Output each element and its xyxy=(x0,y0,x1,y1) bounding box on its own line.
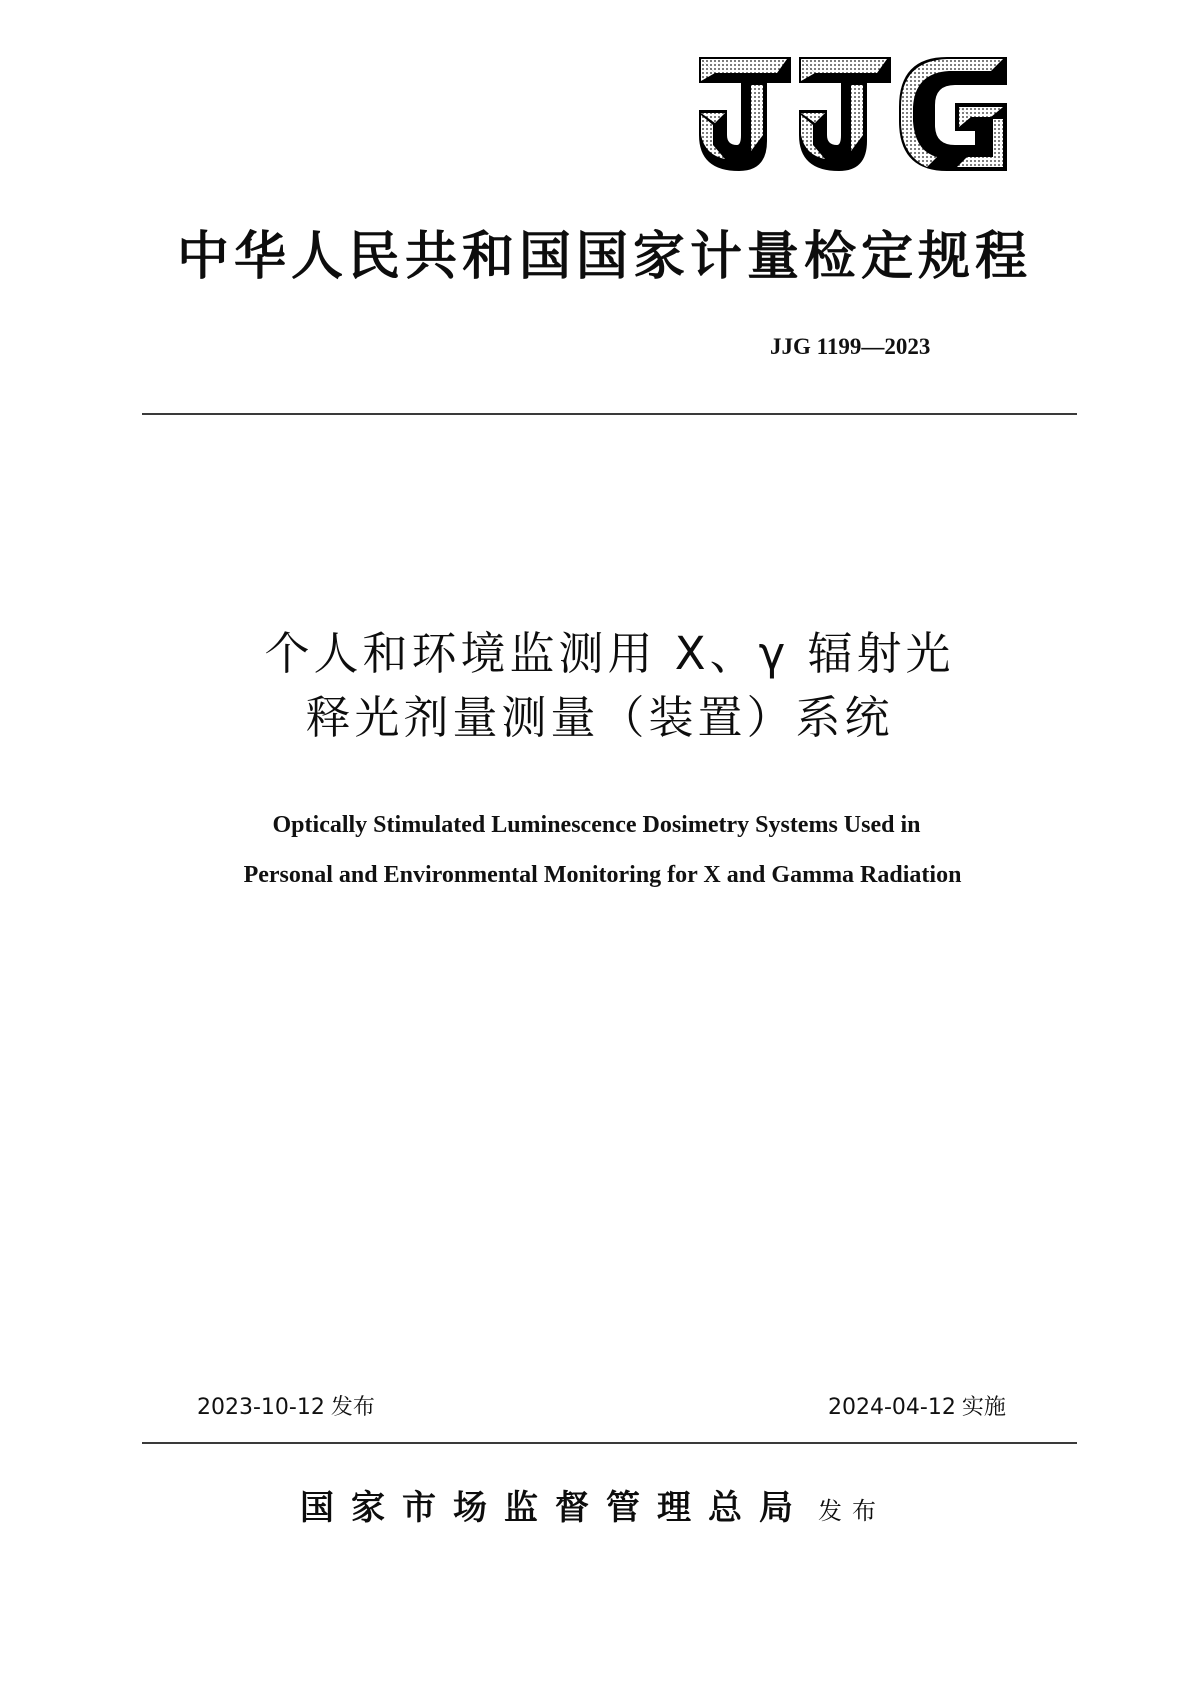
effective-date-value: 2024-04-12 xyxy=(828,1395,956,1420)
english-title-line-2: Personal and Environmental Monitoring for X and Gamma Radiation xyxy=(243,862,962,888)
issue-date-value: 2023-10-12 xyxy=(197,1395,325,1420)
publisher-line xyxy=(300,1486,886,1530)
publisher-organization: 国家市场监督管理总局 xyxy=(300,1488,810,1528)
standard-series-title: 中华人民共和国国家计量检定规程 xyxy=(176,226,1032,287)
issue-date xyxy=(197,1393,375,1423)
issue-date-label: 发布 xyxy=(330,1395,375,1420)
chinese-title-line-1: 个人和环境监测用 X、γ 辐射光 xyxy=(264,627,955,680)
effective-date xyxy=(828,1393,1006,1423)
publisher-action: 发布 xyxy=(818,1497,886,1525)
document-number: JJG 1199—2023 xyxy=(770,334,931,359)
english-title-line-1: Optically Stimulated Luminescence Dosimetry Systems Used in xyxy=(272,812,921,838)
jjg-logo-icon xyxy=(697,55,1009,175)
chinese-title-line-2: 释光剂量测量（装置）系统 xyxy=(305,691,894,744)
chinese-title xyxy=(0,622,1191,750)
bottom-divider xyxy=(142,1442,1077,1444)
english-title xyxy=(0,800,1191,900)
top-divider xyxy=(142,413,1077,415)
effective-date-label: 实施 xyxy=(961,1395,1006,1420)
